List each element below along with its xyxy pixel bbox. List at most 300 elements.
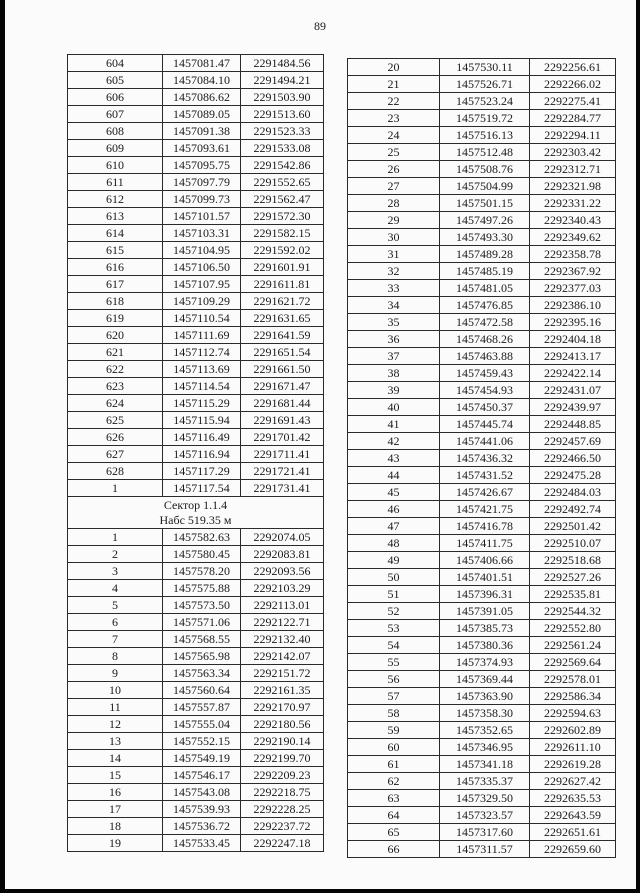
x-coordinate-cell: 1457523.24 (440, 93, 530, 110)
x-coordinate-cell: 1457436.32 (440, 450, 530, 467)
table-row (348, 212, 616, 229)
point-number-cell: 63 (348, 790, 440, 807)
y-coordinate-cell: 2292349.62 (530, 229, 616, 246)
y-coordinate-cell: 2291691.43 (241, 412, 324, 429)
x-coordinate-cell: 1457536.72 (163, 818, 241, 835)
x-coordinate-cell: 1457335.37 (440, 773, 530, 790)
x-coordinate-cell: 1457580.45 (163, 546, 241, 563)
y-coordinate-cell: 2292611.10 (530, 739, 616, 756)
point-number-cell: 23 (348, 110, 440, 127)
point-number-cell: 32 (348, 263, 440, 280)
x-coordinate-cell: 1457107.95 (163, 276, 241, 293)
table-row (348, 671, 616, 688)
point-number-cell: 5 (68, 597, 163, 614)
point-number-cell: 2 (68, 546, 163, 563)
table-row (68, 157, 324, 174)
y-coordinate-cell: 2292358.78 (530, 246, 616, 263)
table-row (68, 446, 324, 463)
y-coordinate-cell: 2292386.10 (530, 297, 616, 314)
point-number-cell: 34 (348, 297, 440, 314)
point-number-cell: 48 (348, 535, 440, 552)
y-coordinate-cell: 2292413.17 (530, 348, 616, 365)
x-coordinate-cell: 1457099.73 (163, 191, 241, 208)
table-row (348, 586, 616, 603)
y-coordinate-cell: 2291572.30 (241, 208, 324, 225)
y-coordinate-cell: 2292247.18 (241, 835, 324, 852)
table-row (348, 161, 616, 178)
x-coordinate-cell: 1457555.04 (163, 716, 241, 733)
point-number-cell: 622 (68, 361, 163, 378)
table-row (68, 480, 324, 497)
table-row (68, 293, 324, 310)
table-row (348, 535, 616, 552)
y-coordinate-cell: 2291592.02 (241, 242, 324, 259)
table-row (68, 463, 324, 480)
y-coordinate-cell: 2292142.07 (241, 648, 324, 665)
point-number-cell: 62 (348, 773, 440, 790)
x-coordinate-cell: 1457573.50 (163, 597, 241, 614)
table-row (348, 382, 616, 399)
y-coordinate-cell: 2292578.01 (530, 671, 616, 688)
x-coordinate-cell: 1457468.26 (440, 331, 530, 348)
coordinates-table-left-body (68, 55, 324, 852)
point-number-cell: 46 (348, 501, 440, 518)
y-coordinate-cell: 2292466.50 (530, 450, 616, 467)
x-coordinate-cell: 1457089.05 (163, 106, 241, 123)
point-number-cell: 627 (68, 446, 163, 463)
point-number-cell: 9 (68, 665, 163, 682)
x-coordinate-cell: 1457115.94 (163, 412, 241, 429)
y-coordinate-cell: 2291731.41 (241, 480, 324, 497)
point-number-cell: 4 (68, 580, 163, 597)
coordinates-table-right (347, 58, 616, 858)
y-coordinate-cell: 2291542.86 (241, 157, 324, 174)
point-number-cell: 55 (348, 654, 440, 671)
point-number-cell: 42 (348, 433, 440, 450)
table-row (348, 110, 616, 127)
table-row (68, 361, 324, 378)
table-row (68, 174, 324, 191)
x-coordinate-cell: 1457358.30 (440, 705, 530, 722)
y-coordinate-cell: 2292294.11 (530, 127, 616, 144)
y-coordinate-cell: 2292439.97 (530, 399, 616, 416)
point-number-cell: 58 (348, 705, 440, 722)
table-row (348, 76, 616, 93)
table-row (68, 123, 324, 140)
table-row (348, 331, 616, 348)
table-row (348, 790, 616, 807)
point-number-cell: 39 (348, 382, 440, 399)
x-coordinate-cell: 1457481.05 (440, 280, 530, 297)
y-coordinate-cell: 2292431.07 (530, 382, 616, 399)
point-number-cell: 41 (348, 416, 440, 433)
point-number-cell: 628 (68, 463, 163, 480)
table-row (68, 563, 324, 580)
x-coordinate-cell: 1457116.94 (163, 446, 241, 463)
point-number-cell: 64 (348, 807, 440, 824)
point-number-cell: 11 (68, 699, 163, 716)
table-row (348, 773, 616, 790)
point-number-cell: 1 (68, 529, 163, 546)
table-row (68, 208, 324, 225)
y-coordinate-cell: 2291661.50 (241, 361, 324, 378)
y-coordinate-cell: 2292275.41 (530, 93, 616, 110)
y-coordinate-cell: 2292377.03 (530, 280, 616, 297)
y-coordinate-cell: 2292475.28 (530, 467, 616, 484)
table-row (68, 412, 324, 429)
table-row (348, 654, 616, 671)
point-number-cell: 40 (348, 399, 440, 416)
table-row (68, 631, 324, 648)
table-row (348, 484, 616, 501)
table-row (348, 552, 616, 569)
table-row (348, 688, 616, 705)
x-coordinate-cell: 1457489.28 (440, 246, 530, 263)
point-number-cell: 53 (348, 620, 440, 637)
y-coordinate-cell: 2292113.01 (241, 597, 324, 614)
y-coordinate-cell: 2291552.65 (241, 174, 324, 191)
y-coordinate-cell: 2292527.26 (530, 569, 616, 586)
table-row (348, 246, 616, 263)
table-row (348, 229, 616, 246)
x-coordinate-cell: 1457560.64 (163, 682, 241, 699)
x-coordinate-cell: 1457380.36 (440, 637, 530, 654)
y-coordinate-cell: 2291651.54 (241, 344, 324, 361)
x-coordinate-cell: 1457396.31 (440, 586, 530, 603)
point-number-cell: 15 (68, 767, 163, 784)
point-number-cell: 10 (68, 682, 163, 699)
point-number-cell: 52 (348, 603, 440, 620)
x-coordinate-cell: 1457352.65 (440, 722, 530, 739)
y-coordinate-cell: 2292170.97 (241, 699, 324, 716)
table-row (68, 580, 324, 597)
y-coordinate-cell: 2292457.69 (530, 433, 616, 450)
y-coordinate-cell: 2292627.42 (530, 773, 616, 790)
point-number-cell: 54 (348, 637, 440, 654)
x-coordinate-cell: 1457363.90 (440, 688, 530, 705)
y-coordinate-cell: 2292395.16 (530, 314, 616, 331)
x-coordinate-cell: 1457081.47 (163, 55, 241, 72)
x-coordinate-cell: 1457369.44 (440, 671, 530, 688)
x-coordinate-cell: 1457516.13 (440, 127, 530, 144)
x-coordinate-cell: 1457097.79 (163, 174, 241, 191)
point-number-cell: 25 (348, 144, 440, 161)
y-coordinate-cell: 2292161.35 (241, 682, 324, 699)
coordinates-table-right-body (348, 59, 616, 858)
table-row (348, 501, 616, 518)
y-coordinate-cell: 2292312.71 (530, 161, 616, 178)
y-coordinate-cell: 2291601.91 (241, 259, 324, 276)
point-number-cell: 610 (68, 157, 163, 174)
table-row (68, 682, 324, 699)
table-row (348, 59, 616, 76)
y-coordinate-cell: 2292404.18 (530, 331, 616, 348)
table-row (68, 395, 324, 412)
x-coordinate-cell: 1457117.54 (163, 480, 241, 497)
y-coordinate-cell: 2292122.71 (241, 614, 324, 631)
y-coordinate-cell: 2291621.72 (241, 293, 324, 310)
table-row (68, 784, 324, 801)
point-number-cell: 1 (68, 480, 163, 497)
table-row (68, 242, 324, 259)
point-number-cell: 14 (68, 750, 163, 767)
x-coordinate-cell: 1457086.62 (163, 89, 241, 106)
x-coordinate-cell: 1457571.06 (163, 614, 241, 631)
point-number-cell: 35 (348, 314, 440, 331)
point-number-cell: 19 (68, 835, 163, 852)
y-coordinate-cell: 2291582.15 (241, 225, 324, 242)
point-number-cell: 49 (348, 552, 440, 569)
y-coordinate-cell: 2292093.56 (241, 563, 324, 580)
table-row (348, 637, 616, 654)
y-coordinate-cell: 2291484.56 (241, 55, 324, 72)
table-row (348, 433, 616, 450)
x-coordinate-cell: 1457441.06 (440, 433, 530, 450)
point-number-cell: 66 (348, 841, 440, 858)
y-coordinate-cell: 2292331.22 (530, 195, 616, 212)
y-coordinate-cell: 2292266.02 (530, 76, 616, 93)
x-coordinate-cell: 1457374.93 (440, 654, 530, 671)
table-row (68, 191, 324, 208)
y-coordinate-cell: 2292552.80 (530, 620, 616, 637)
point-number-cell: 620 (68, 327, 163, 344)
point-number-cell: 51 (348, 586, 440, 603)
table-row (348, 399, 616, 416)
y-coordinate-cell: 2292074.05 (241, 529, 324, 546)
table-row (68, 665, 324, 682)
x-coordinate-cell: 1457450.37 (440, 399, 530, 416)
y-coordinate-cell: 2292544.32 (530, 603, 616, 620)
table-row (348, 416, 616, 433)
table-row (68, 276, 324, 293)
point-number-cell: 8 (68, 648, 163, 665)
table-row (348, 144, 616, 161)
y-coordinate-cell: 2291494.21 (241, 72, 324, 89)
x-coordinate-cell: 1457568.55 (163, 631, 241, 648)
table-row (348, 467, 616, 484)
coordinates-table-left (67, 54, 324, 852)
y-coordinate-cell: 2292569.64 (530, 654, 616, 671)
x-coordinate-cell: 1457459.43 (440, 365, 530, 382)
x-coordinate-cell: 1457526.71 (440, 76, 530, 93)
y-coordinate-cell: 2291533.08 (241, 140, 324, 157)
table-row (348, 450, 616, 467)
x-coordinate-cell: 1457385.73 (440, 620, 530, 637)
table-row (348, 365, 616, 382)
point-number-cell: 24 (348, 127, 440, 144)
y-coordinate-cell: 2292340.43 (530, 212, 616, 229)
y-coordinate-cell: 2292535.81 (530, 586, 616, 603)
x-coordinate-cell: 1457111.69 (163, 327, 241, 344)
x-coordinate-cell: 1457091.38 (163, 123, 241, 140)
table-row (348, 620, 616, 637)
y-coordinate-cell: 2292303.42 (530, 144, 616, 161)
point-number-cell: 30 (348, 229, 440, 246)
table-row (68, 546, 324, 563)
x-coordinate-cell: 1457454.93 (440, 382, 530, 399)
point-number-cell: 36 (348, 331, 440, 348)
point-number-cell: 621 (68, 344, 163, 361)
point-number-cell: 56 (348, 671, 440, 688)
x-coordinate-cell: 1457317.60 (440, 824, 530, 841)
point-number-cell: 625 (68, 412, 163, 429)
y-coordinate-cell: 2292103.29 (241, 580, 324, 597)
x-coordinate-cell: 1457565.98 (163, 648, 241, 665)
table-row (348, 280, 616, 297)
y-coordinate-cell: 2292510.07 (530, 535, 616, 552)
x-coordinate-cell: 1457084.10 (163, 72, 241, 89)
point-number-cell: 47 (348, 518, 440, 535)
point-number-cell: 605 (68, 72, 163, 89)
y-coordinate-cell: 2292635.53 (530, 790, 616, 807)
y-coordinate-cell: 2291562.47 (241, 191, 324, 208)
x-coordinate-cell: 1457106.50 (163, 259, 241, 276)
y-coordinate-cell: 2292594.63 (530, 705, 616, 722)
x-coordinate-cell: 1457426.67 (440, 484, 530, 501)
x-coordinate-cell: 1457391.05 (440, 603, 530, 620)
table-row (68, 750, 324, 767)
x-coordinate-cell: 1457416.78 (440, 518, 530, 535)
x-coordinate-cell: 1457539.93 (163, 801, 241, 818)
x-coordinate-cell: 1457431.52 (440, 467, 530, 484)
x-coordinate-cell: 1457421.75 (440, 501, 530, 518)
x-coordinate-cell: 1457117.29 (163, 463, 241, 480)
point-number-cell: 624 (68, 395, 163, 412)
page-number: 89 (314, 19, 326, 33)
table-row (68, 529, 324, 546)
y-coordinate-cell: 2292199.70 (241, 750, 324, 767)
x-coordinate-cell: 1457114.54 (163, 378, 241, 395)
table-row (348, 127, 616, 144)
point-number-cell: 65 (348, 824, 440, 841)
x-coordinate-cell: 1457323.57 (440, 807, 530, 824)
point-number-cell: 29 (348, 212, 440, 229)
y-coordinate-cell: 2292492.74 (530, 501, 616, 518)
y-coordinate-cell: 2292518.68 (530, 552, 616, 569)
point-number-cell: 21 (348, 76, 440, 93)
y-coordinate-cell: 2292218.75 (241, 784, 324, 801)
point-number-cell: 612 (68, 191, 163, 208)
x-coordinate-cell: 1457493.30 (440, 229, 530, 246)
table-row (348, 722, 616, 739)
x-coordinate-cell: 1457110.54 (163, 310, 241, 327)
point-number-cell: 43 (348, 450, 440, 467)
table-row (68, 106, 324, 123)
table-row (348, 314, 616, 331)
point-number-cell: 27 (348, 178, 440, 195)
point-number-cell: 12 (68, 716, 163, 733)
y-coordinate-cell: 2292367.92 (530, 263, 616, 280)
table-row (348, 603, 616, 620)
y-coordinate-cell: 2291611.81 (241, 276, 324, 293)
x-coordinate-cell: 1457113.69 (163, 361, 241, 378)
y-coordinate-cell: 2291503.90 (241, 89, 324, 106)
point-number-cell: 618 (68, 293, 163, 310)
y-coordinate-cell: 2292484.03 (530, 484, 616, 501)
y-coordinate-cell: 2291721.41 (241, 463, 324, 480)
point-number-cell: 37 (348, 348, 440, 365)
x-coordinate-cell: 1457445.74 (440, 416, 530, 433)
table-row (348, 569, 616, 586)
table-row (348, 756, 616, 773)
x-coordinate-cell: 1457512.48 (440, 144, 530, 161)
table-row (68, 716, 324, 733)
point-number-cell: 22 (348, 93, 440, 110)
x-coordinate-cell: 1457311.57 (440, 841, 530, 858)
x-coordinate-cell: 1457103.31 (163, 225, 241, 242)
x-coordinate-cell: 1457341.18 (440, 756, 530, 773)
point-number-cell: 17 (68, 801, 163, 818)
sector-title: Сектор 1.1.4 (163, 497, 228, 512)
point-number-cell: 619 (68, 310, 163, 327)
x-coordinate-cell: 1457406.66 (440, 552, 530, 569)
y-coordinate-cell: 2291671.47 (241, 378, 324, 395)
y-coordinate-cell: 2292256.61 (530, 59, 616, 76)
table-row (68, 818, 324, 835)
point-number-cell: 45 (348, 484, 440, 501)
x-coordinate-cell: 1457109.29 (163, 293, 241, 310)
y-coordinate-cell: 2292083.81 (241, 546, 324, 563)
table-row (348, 195, 616, 212)
y-coordinate-cell: 2292643.59 (530, 807, 616, 824)
y-coordinate-cell: 2292190.14 (241, 733, 324, 750)
table-row (348, 518, 616, 535)
x-coordinate-cell: 1457519.72 (440, 110, 530, 127)
table-row (348, 824, 616, 841)
table-row (68, 140, 324, 157)
table-row (68, 597, 324, 614)
x-coordinate-cell: 1457485.19 (440, 263, 530, 280)
table-row (68, 72, 324, 89)
table-row (68, 429, 324, 446)
point-number-cell: 611 (68, 174, 163, 191)
table-row (348, 841, 616, 858)
table-row (68, 225, 324, 242)
point-number-cell: 616 (68, 259, 163, 276)
y-coordinate-cell: 2292448.85 (530, 416, 616, 433)
y-coordinate-cell: 2292619.28 (530, 756, 616, 773)
y-coordinate-cell: 2291631.65 (241, 310, 324, 327)
y-coordinate-cell: 2292209.23 (241, 767, 324, 784)
point-number-cell: 626 (68, 429, 163, 446)
y-coordinate-cell: 2292422.14 (530, 365, 616, 382)
sector-subtitle: Набс 519.35 м (159, 512, 232, 527)
y-coordinate-cell: 2292228.25 (241, 801, 324, 818)
table-row (68, 733, 324, 750)
x-coordinate-cell: 1457112.74 (163, 344, 241, 361)
table-row (68, 835, 324, 852)
table-row (348, 807, 616, 824)
y-coordinate-cell: 2291513.60 (241, 106, 324, 123)
y-coordinate-cell: 2291681.44 (241, 395, 324, 412)
x-coordinate-cell: 1457104.95 (163, 242, 241, 259)
table-row (68, 55, 324, 72)
x-coordinate-cell: 1457411.75 (440, 535, 530, 552)
x-coordinate-cell: 1457472.58 (440, 314, 530, 331)
table-row (68, 699, 324, 716)
point-number-cell: 607 (68, 106, 163, 123)
point-number-cell: 59 (348, 722, 440, 739)
point-number-cell: 608 (68, 123, 163, 140)
y-coordinate-cell: 2292284.77 (530, 110, 616, 127)
y-coordinate-cell: 2291701.42 (241, 429, 324, 446)
x-coordinate-cell: 1457582.63 (163, 529, 241, 546)
point-number-cell: 60 (348, 739, 440, 756)
point-number-cell: 606 (68, 89, 163, 106)
point-number-cell: 20 (348, 59, 440, 76)
point-number-cell: 33 (348, 280, 440, 297)
x-coordinate-cell: 1457533.45 (163, 835, 241, 852)
